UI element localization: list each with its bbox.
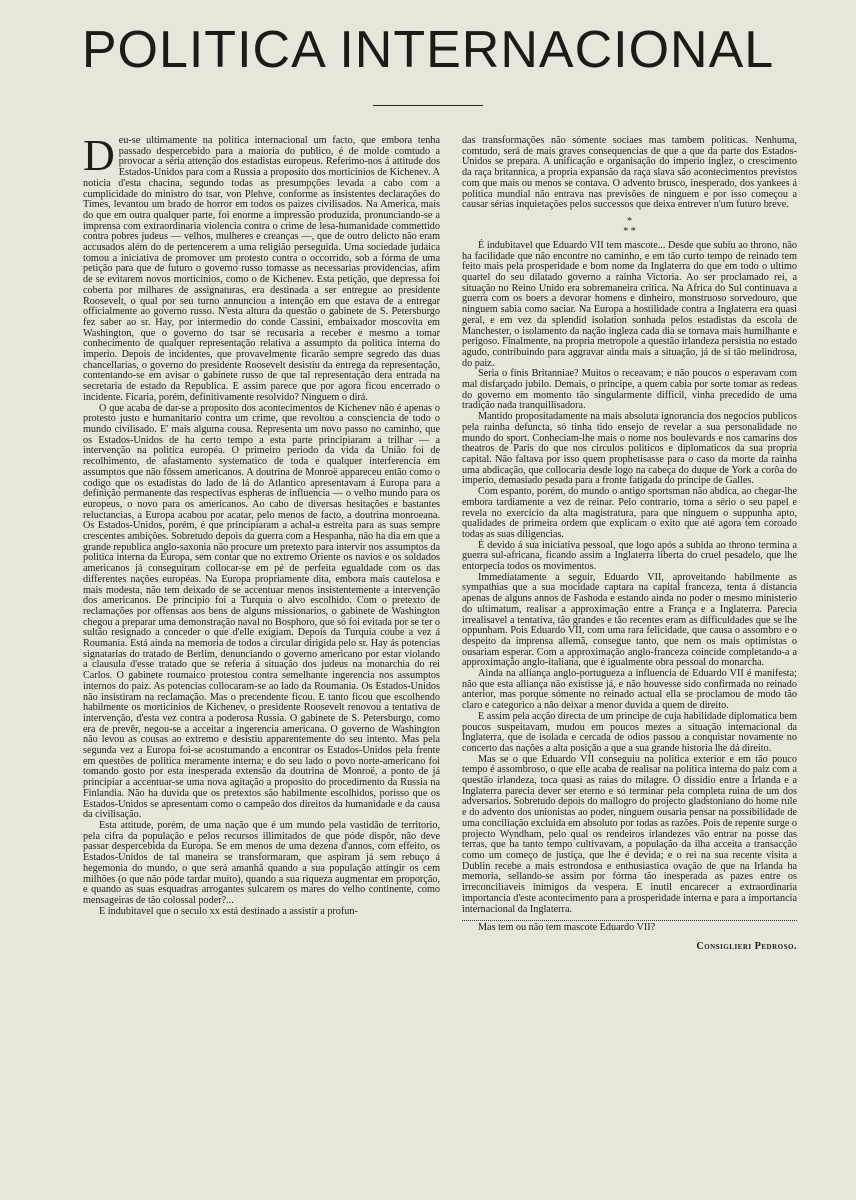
article-paragraph: Immediatamente a seguir, Eduardo VII, aproveitando habilmente as sympathias que a sua mocidade captara na capital franceza, tenta á distancia apenas de alguns annos de Fashoda e estando ainda no poder o mesmo ministerio do ultimatum, realisar a approximação entre a França e a Inglaterra. Parecia irrealisavel a tentativa, tão grandes e tão recentes eram as difficuldades que se lhe oppunham. Pois Eduardo VII, com uma rara felicidade, que causa o assombro e o despeito da imprensa allemã, consegue tanto, que nem os mais optimistas o ousariam esperar. Com a approximação anglo-franceza coincide completando-a a approximação anglo-italiana, que é igualmente obra pessoal do monarcha.	[462, 571, 797, 669]
section-separator	[462, 217, 797, 237]
article-paragraph: E indubitavel que o seculo xx está destinado a assistir a profun-	[99, 905, 358, 917]
article-paragraph: Ainda na alliança anglo-portugueza a influencia de Eduardo VII é manifesta; não que esta alliança não existisse já, e não houvesse sido confirmada no reinado anterior, mas porque sómente no reinado actual ella se proclamou de modo tão claro e categorico a não deixar a menor duvida a quem de direito.	[462, 668, 797, 712]
article-paragraph: Esta attitude, porém, de uma nação que é um mundo pela vastidão de territorio, pela cifra da população e pelos recursos illimitados de que póde dispôr, não deve passar despercebida da Europa. Se em menos de uma dezena d'annos, com effeito, os Estados-Unidos de tal maneira se transformaram, que aspiram já sem rebuço á hegemonia do mundo, o que será amanhã quando a sua população attingir os cem milhões (o que não póde tardar muito), quando a sua riqueza augmentar em proporção, e quando as suas esquadras arrogantes sulcarem os mares do velho continente, como mensageiras de tão colossal poder?...	[83, 820, 440, 906]
dotted-rule	[462, 920, 797, 921]
separator-stars-top: *	[627, 215, 632, 227]
article-paragraph: O que acaba de dar-se a proposito dos acontecimentos de Kichenev não é apenas o protesto justo e humanitario contra um crime, que revoltou a consciencia de todo o mundo civilisado. E' mais alguma cousa. Representa um novo passo no caminho, que os Estados-Unidos de ha certo tempo a esta parte principiaram a trilhar — a intervenção na politica européa. O primeiro periodo da vida da União foi de recolhimento, de afastamento systematico de toda e qualquer interferencia em assumptos que não fôssem americanos. A doutrina de Monroë appareceu então como o codigo que os estadistas do lado de lá do Atlantico apresentavam á Europa para a definição permanente das respectivas espheras de influencia — o velho mundo para os europeus, o novo para os americanos. Ao cabo de diversas hesitações e bastantes reluctancias, a Europa acabou por acatar, pelo menos de facto, a doutrina monroeana. Os Estados-Unidos, porém, é que principiaram a achal-a estreita para as suas sempre crescentes ambições. Sobretudo depois da guerra com a Hespanha, não ha dia em que a grande republica anglo-saxonia não procure um pretexto para intervir nos assumptos da politica interna da Europa, sem contar que no extremo Oriente os navios e os soldados americanos já conseguiram collocar-se em pé de perfeita egualdade com os das differentes nações européas. Na Europa propriamente dita, embora mais cautelosa e mais modesta, não tem deixado de se accentuar menos insistentemente a intervenção dos americanos. De principio foi a Turquia o alvo escolhido. Com o pretexto de reclamações por offensas aos bens de alguns missionarios, o gabinete de Washington chegou a preparar uma demonstração naval no Bosphoro, que só foi evitada por se ter o sultão resignado a conceder o que d'elle exigiam. Depois da Turquia coube a vez á Roumania. Está ainda na memoria de todos a circular dirigida pelo sr. Hay ás potencias signatarias do tratado de Berlim, denunciando o governo americano por estar violando a clausula d'esse tratado que se referia á situação dos judeus na monarchia do rei Carlos. O gabinete roumaico protestou contra semelhante ingerencia nos assumptos internos do paiz. As potencias collocaram-se ao lado da Roumania. Os Estados-Unidos não insistiram na reclamação. Mas o precendente ficou. E tanto ficou que escolhendo habilmente os morticinios de Kichenev, o presidente Roosevelt renovou a tentativa de intervenção, d'esta vez contra a poderosa Russia. O gabinete de S. Petersburgo, como era de prevêr, negou-se a acceitar a ingerencia americana. O governo de Washington não levou as cousas ao extremo e desistiu apparentemente do seu intento. Mas pela segunda vez a Europa foi-se acostumando a encontrar os Estados-Unidos pela frente em questões de politica meramente interna; e do seu lado o povo norte-americano foi tomando gosto por esta inesperada extensão da doutrina de Monroë, a ponto de já principiar a accentuar-se uma nova agitação a proposito do procedimento da Russia na Finlandia. Não ha duvida que os pretextos são habilmente escolhidos, porisso que os Estados-Unidos se apresentam como o campeão dos direitos da humanidade e da causa da civilisação.	[83, 402, 441, 821]
separator-stars-bottom: * *	[623, 225, 636, 237]
drop-cap: D	[83, 131, 115, 180]
article-paragraph: E assim pela acção directa de um principe de cuja habilidade diplomatica bem poucos suspeitavam, mudou em poucos mezes a situação internacional da Inglaterra, que de isolada e cercada de odios passou a conquistar novamente no concerto das nações a alta posição a que a sua grande historia lhe dá direito.	[462, 710, 797, 754]
closing-question: Mas tem ou não tem mascote Eduardo VII?	[478, 922, 656, 934]
article-paragraph: Mantido propositadamente na mais absoluta ignorancia dos negocios publicos pela rainha defuncta, só tinha tido ensejo de revelar a sua personalidade no mundo do sport. Conheciam-lhe mais o nome nos boulevards e nos camarins dos theatros de Paris do que nos circulos politicos e diplomaticos da sua propria capital. Não faltava por isso quem prophetisasse para o caso da morte da rainha uma abdicação, que collocaria desde logo na cabeça do duque de York a corôa do imperio, demasiado pesada para a fronte fatigada do principe de Galles.	[462, 411, 797, 487]
right-column	[462, 136, 797, 953]
article-paragraph: Seria o finis Britanniae? Muitos o receavam; e não poucos o esperavam com mal disfarçado jubilo. Demais, o principe, a quem cabia por sorte tomar as redeas do governo em momento tão singularmente difficil, vinha precedido de uma tradição nada tranquillisadora.	[462, 368, 797, 412]
title-divider	[373, 105, 483, 106]
article-paragraph: Com espanto, porém, do mundo o antigo sportsman não abdica, ao chegar-lhe embora tardiamente a vez de reinar. Pelo contrario, toma a sério o seu papel e revela no exercicio da alta magistratura, para que ninguem o suppunha apto, qualidades de primeira ordem que explicam o exito que até agora tem coroado todas as suas diligencias.	[462, 486, 797, 540]
article-continuation: das transformações não sómente sociaes mas tambem politicas. Nenhuma, comtudo, será de mais graves consequencias de que a que da parte dos Estados-Unidos se prepara. A unificação e organisação do imperio inglez, o crescimento da raça britannica, a propria expansão da raça slava são acontecimentos previstos com que mais ou menos se contava. O advento brusco, inesperado, dos yankees á politica mundial não entrava nas previsões de ninguem e por isso começou a causar sérias inquietações pelos successos que deixa entrever n'um futuro breve.	[462, 135, 797, 211]
left-column	[83, 131, 441, 917]
article-paragraph: É devido á sua iniciativa pessoal, que logo após a subida ao throno termina a guerra sul-africana, ficando assim a Inglaterra liberta do cruel pesadelo, que lhe entorpecia todos os movimentos.	[462, 539, 797, 573]
article-paragraph: Mas se o que Eduardo VII conseguiu na politica exterior e em tão pouco tempo é assombroso, o que elle acaba de realisar na politica interna do paiz com a questão irlandeza, toca quasi as raias do milagre. O dissidio entre a Irlanda e a Inglaterra parecia dever ser eterno e só terminar pela completa ruina de um dos adversarios. Sobretudo depois do mallogro do projecto gladstoniano do home rule e do advento dos unionistas ao poder, ninguem ousaria pensar na possibilidade de uma conciliação excluida em absoluto por todas as razões. Pois de repente surge o projecto Wyndham, pelo qual os rendeiros irlandezes vão entrar na posse das terras, que ha tanto tempo cultivavam, a população da ilha acceita a transacção como um começo de justiça, que lhe é devida; e o rei na sua recente visita a Dublin recebe a mais estrondosa e enthusiastica ovação de que na Irlanda ha memoria, sellando-se assim por fórma tão inesperada as pazes entre os irreconciliaveis inimigos da vespera. E inutil encarecer a extraordinaria importancia d'este acontecimento para a prosperidade interna e para a importancia internacional da Inglaterra.	[462, 753, 797, 915]
author-signature: Consiglieri Pedroso.	[696, 940, 797, 952]
article-paragraph: É indubitavel que Eduardo VII tem mascote... Desde que subiu ao throno, não ha facilidade que não encontre no caminho, e em tão curto tempo de reinado tem feito mais pela prosperidade e bom nome da Inglaterra do que em todo o ultimo quartel do seu dilatado governo a rainha Victoria. Ao ser proclamado rei, a situação no Reino Unido era sobremaneira critica. Na Africa do Sul continuava a guerra com os boers a devorar homens e dinheiro, monstruoso sorvedouro, que ninguem sabia como saciar. Na Europa a hostilidade contra a Inglaterra era quasi geral, e em vez da splendid isolation sonhada pelos estadistas da escola de Manchester, o isolamento da nação ingleza cada dia se tornava mais humilhante e perigoso. Finalmente, na propria metropole a questão irlandeza persistia no estado agudo, contribuindo para aggravar ainda mais a situação, já de si tão melindrosa, do paiz.	[462, 239, 797, 369]
article-paragraph: eu-se ultimamente na politica internacional um facto, que embora tenha passado despercebido para a maioria do publico, é de molde comtudo a provocar a séria attenção dos estadistas europeus. Referimo-nos á attitude dos Estados-Unidos para com a Russia a proposito dos morticinios de Kichenev. A noticia d'esta chacina, segundo todas as presumpções levada a cabo com a cumplicidade do ministro do tsar, von Plehve, conforme as insistentes declarações do Times, levantou um brado de horror em todos os paizes civilisados. Na America, mais do que em outra qualquer parte, foi enorme a impressão produzida, pronunciando-se a imprensa com extraordinaria violencia contra o crime de lesa-humanidade commettido contra pobres judeus — velhos, mulheres e creanças —, que de outro delicto não eram accusados além do de pertencerem a uma religião perseguida. Uma sociedade judaica tomou a iniciativa de promover um protesto contra o occorrido, sob a fórma de uma petição para que de futuro o governo russo tomasse as necessarias providencias, afim de se evitarem novos morticinios, como o de Kichenev. Esta petição, que depressa foi coberta por milhares de assignaturas, era destinada a ser entregue ao presidente Roosevelt, o qual por seu turno annunciou a intenção em que estava de a entregar officialmente ao governo russo. N'esta altura da questão o gabinete de S. Petersburgo fez saber ao sr. Hay, por intermedio do conde Cassini, embaixador moscovita em Washington, que o governo do tsar se recusaria a receber e mesmo a tomar conhecimento de qualquer representação relativa a assumpto da politica interna do imperio. Depois de incidentes, que provavelmente ficarão sempre segredo das duas chancellarias, o governo do presidente Roosevelt desistiu da entrega da representação, contentando-se em avisar o gabinete russo de que tal representação dera entrada na secretaria de estado da Republica. E assim parece que por agora ficou encerrado o incidente. Ficaria, porém, definitivamente resolvido? Ninguem o dirá.	[83, 135, 440, 403]
page-title: POLITICA INTERNACIONAL	[81, 21, 775, 79]
